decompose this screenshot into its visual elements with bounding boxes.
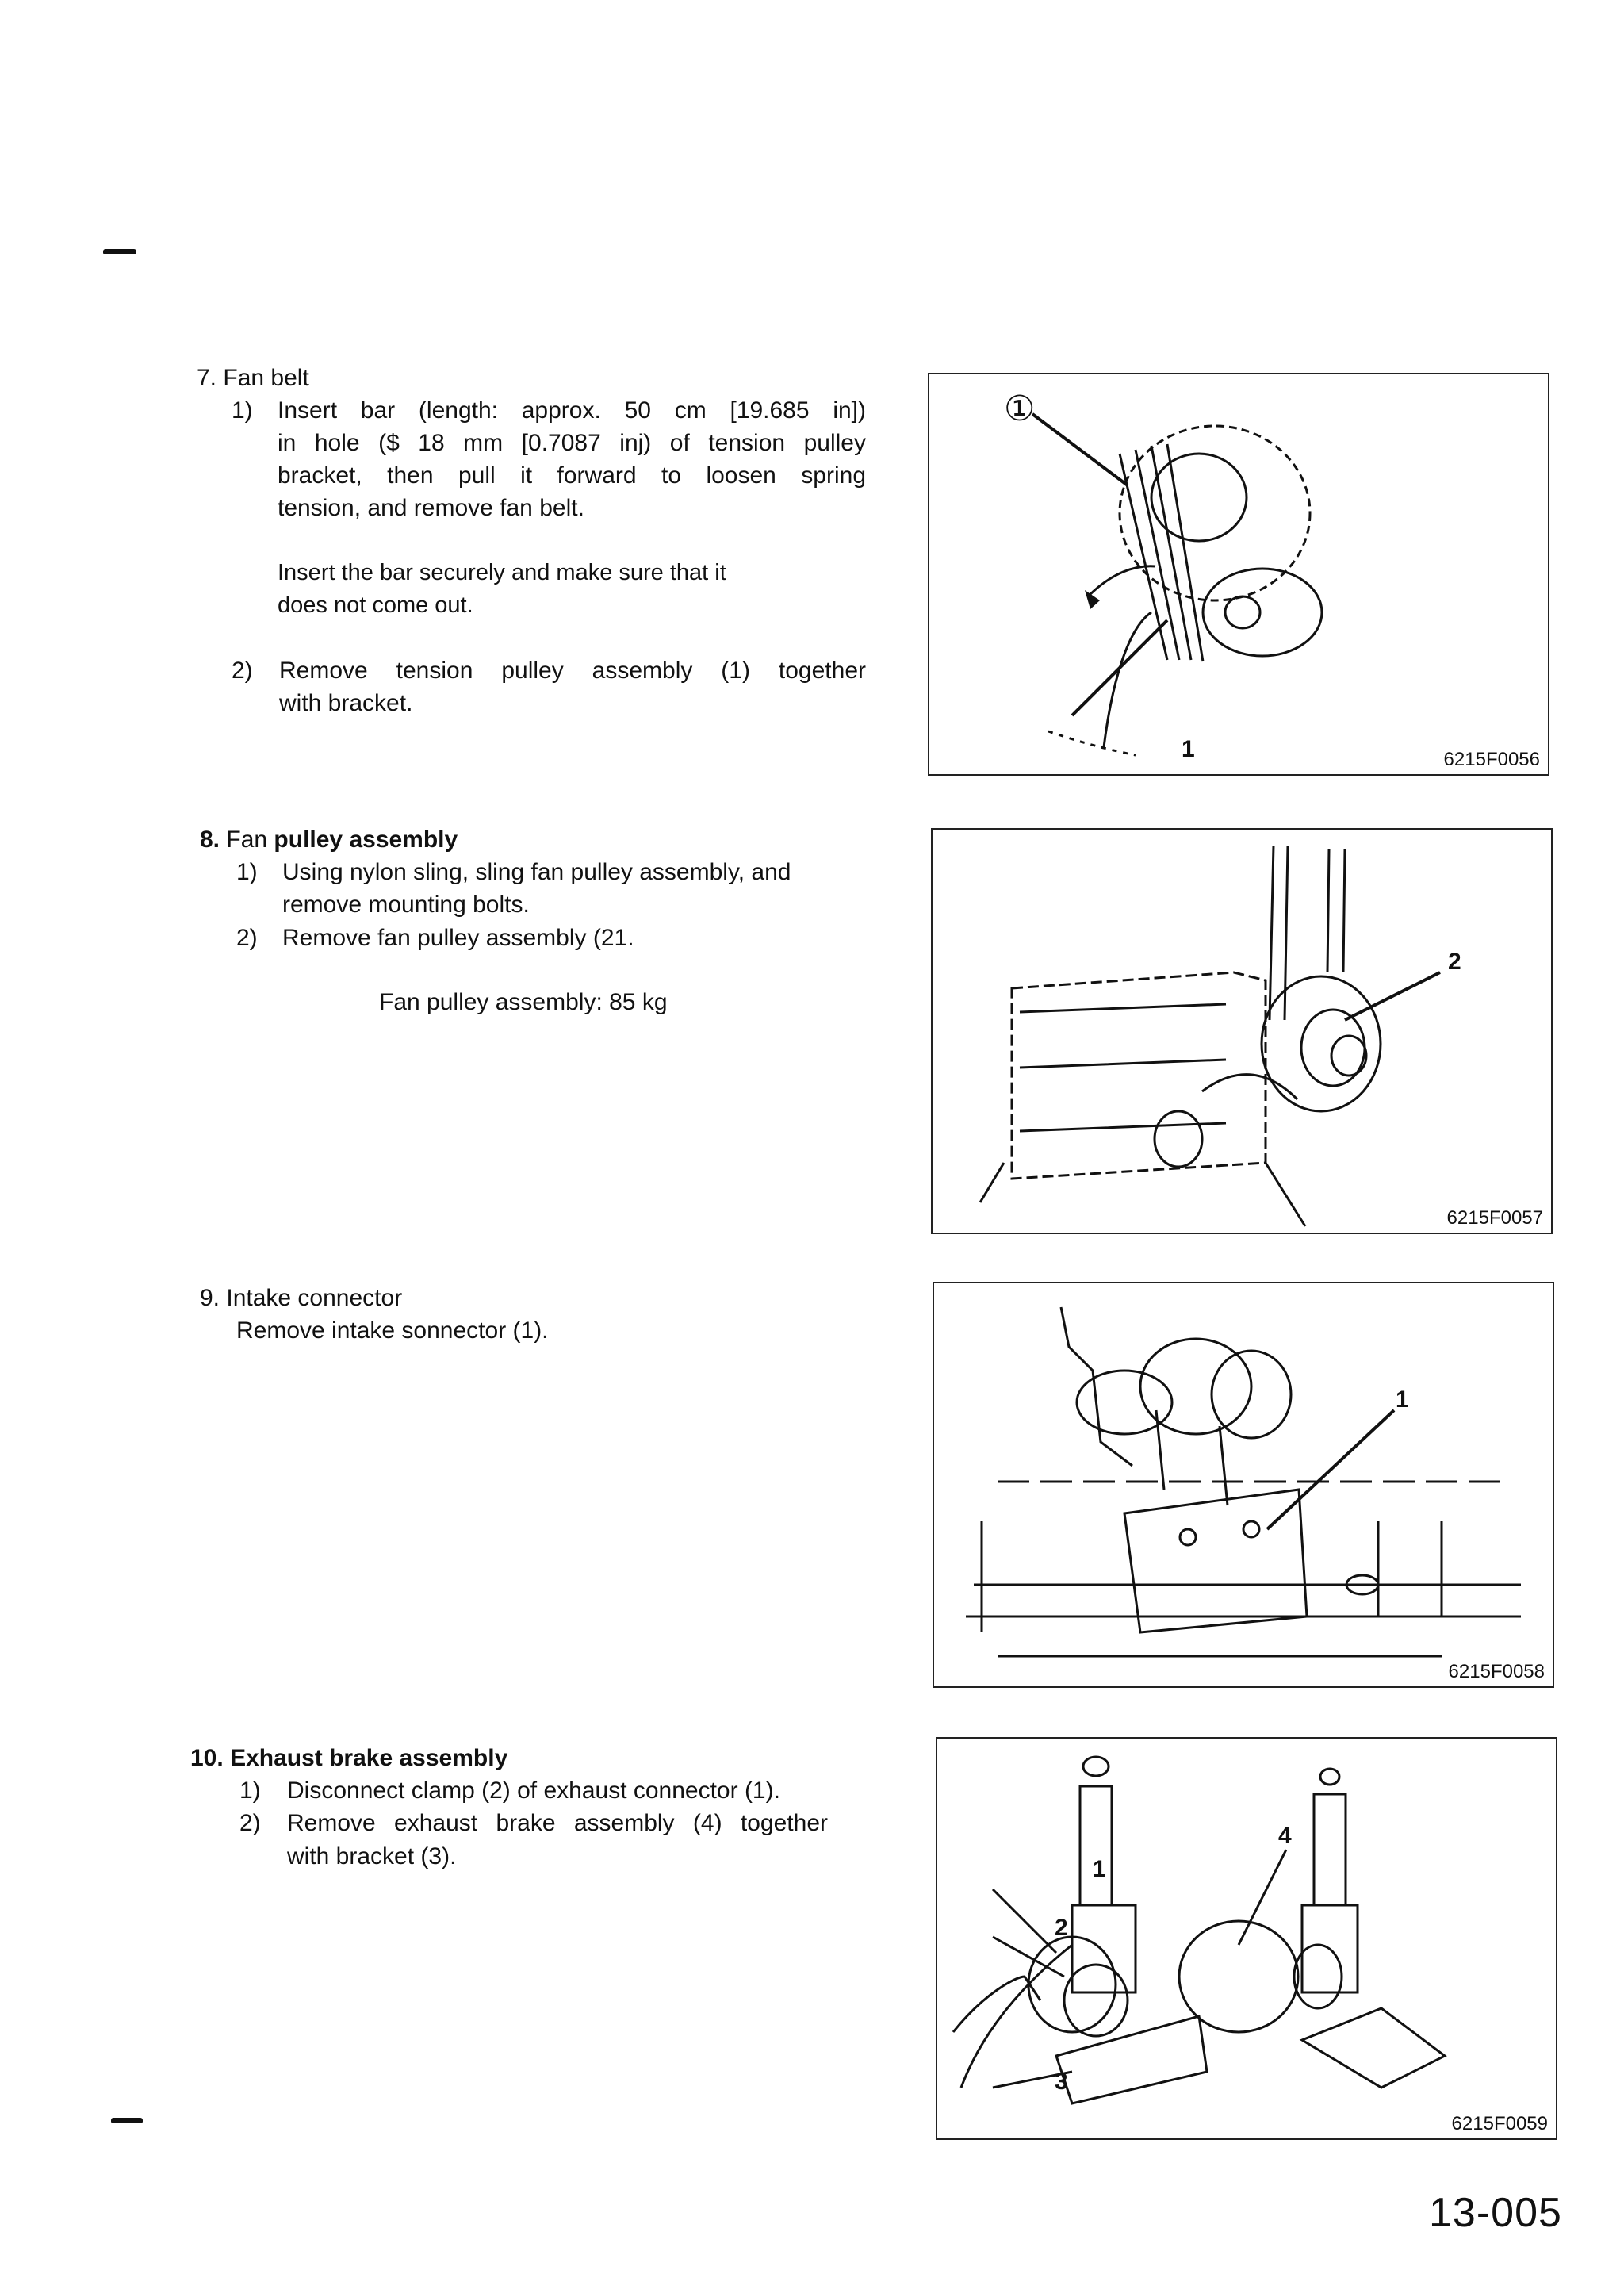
step-line: Remove fan pulley assembly (21.: [282, 925, 634, 951]
step-line: with bracket.: [279, 690, 413, 716]
section-8-title-plain: Fan: [226, 826, 268, 853]
figure-code: 6215F0056: [1443, 749, 1540, 770]
section-9-number: 9.: [200, 1285, 220, 1311]
section-10-number: 10.: [190, 1745, 224, 1771]
note-line: Insert the bar securely and make sure that it: [278, 560, 726, 585]
figure-code: 6215F0059: [1451, 2113, 1548, 2134]
section-8-heading: [200, 823, 458, 856]
section-7-heading: [197, 362, 309, 394]
step-number: 2): [232, 658, 253, 684]
step-number: 1): [232, 397, 253, 424]
callout-2: 2: [1055, 1915, 1068, 1941]
figure-fan-belt: [928, 373, 1549, 776]
callout-1: 1: [1093, 1856, 1106, 1882]
callout-3: 3: [1055, 2069, 1068, 2095]
step-line: bracket, then pull it forward to loosen spring: [278, 462, 866, 489]
step-line: in hole ($ 18 mm [0.7087 inj) of tension pulley: [278, 430, 866, 456]
step-number: 1): [236, 859, 258, 885]
section-8-number: 8.: [200, 826, 220, 853]
note-line: Fan pulley assembly: 85 kg: [379, 989, 668, 1015]
section-9-heading: [200, 1282, 402, 1314]
note-line: does not come out.: [278, 592, 473, 618]
section-10-heading: [190, 1742, 508, 1774]
step-number: 1): [239, 1777, 261, 1804]
figure-code: 6215F0058: [1448, 1661, 1545, 1682]
step-line: remove mounting bolts.: [282, 892, 530, 918]
fan-pulley-illustration: [933, 830, 1554, 1236]
section-7-number: 7.: [197, 365, 217, 391]
step-line: Using nylon sling, sling fan pulley assembly, and: [282, 859, 791, 885]
figure-exhaust-brake: [936, 1737, 1557, 2140]
section-9-title: Intake connector: [226, 1285, 403, 1311]
step-line: Remove exhaust brake assembly (4) together: [287, 1810, 828, 1836]
exhaust-brake-illustration: [937, 1739, 1559, 2142]
step-line: Disconnect clamp (2) of exhaust connector (1).: [287, 1777, 780, 1804]
step-line: tension, and remove fan belt.: [278, 495, 584, 521]
callout-1: 1: [1396, 1386, 1409, 1413]
step-line: Remove tension pulley assembly (1) together: [279, 658, 866, 684]
figure-code: 6215F0057: [1446, 1207, 1543, 1229]
step-line: with bracket (3).: [287, 1843, 457, 1869]
figure-intake-connector: [933, 1282, 1554, 1688]
callout-circled-1: ①: [1004, 389, 1036, 428]
margin-mark-top: [103, 249, 136, 254]
fan-belt-illustration: [929, 374, 1551, 777]
intake-connector-illustration: [934, 1283, 1556, 1689]
section-8-title-bold: pulley assembly: [274, 826, 458, 853]
step-line: Insert bar (length: approx. 50 cm [19.685 in]): [278, 397, 866, 424]
figure-fan-pulley: [931, 828, 1553, 1234]
step-number: 2): [236, 925, 258, 951]
section-7-title: Fan belt: [223, 365, 309, 391]
callout-1: 1: [1182, 736, 1195, 762]
page-number: 13-005: [1429, 2190, 1562, 2236]
section-9-body: Remove intake sonnector (1).: [236, 1317, 549, 1344]
callout-4: 4: [1278, 1823, 1292, 1849]
margin-mark-bottom: [111, 2118, 143, 2123]
step-number: 2): [239, 1810, 261, 1836]
callout-2: 2: [1448, 949, 1461, 975]
section-10-title: Exhaust brake assembly: [230, 1745, 508, 1771]
